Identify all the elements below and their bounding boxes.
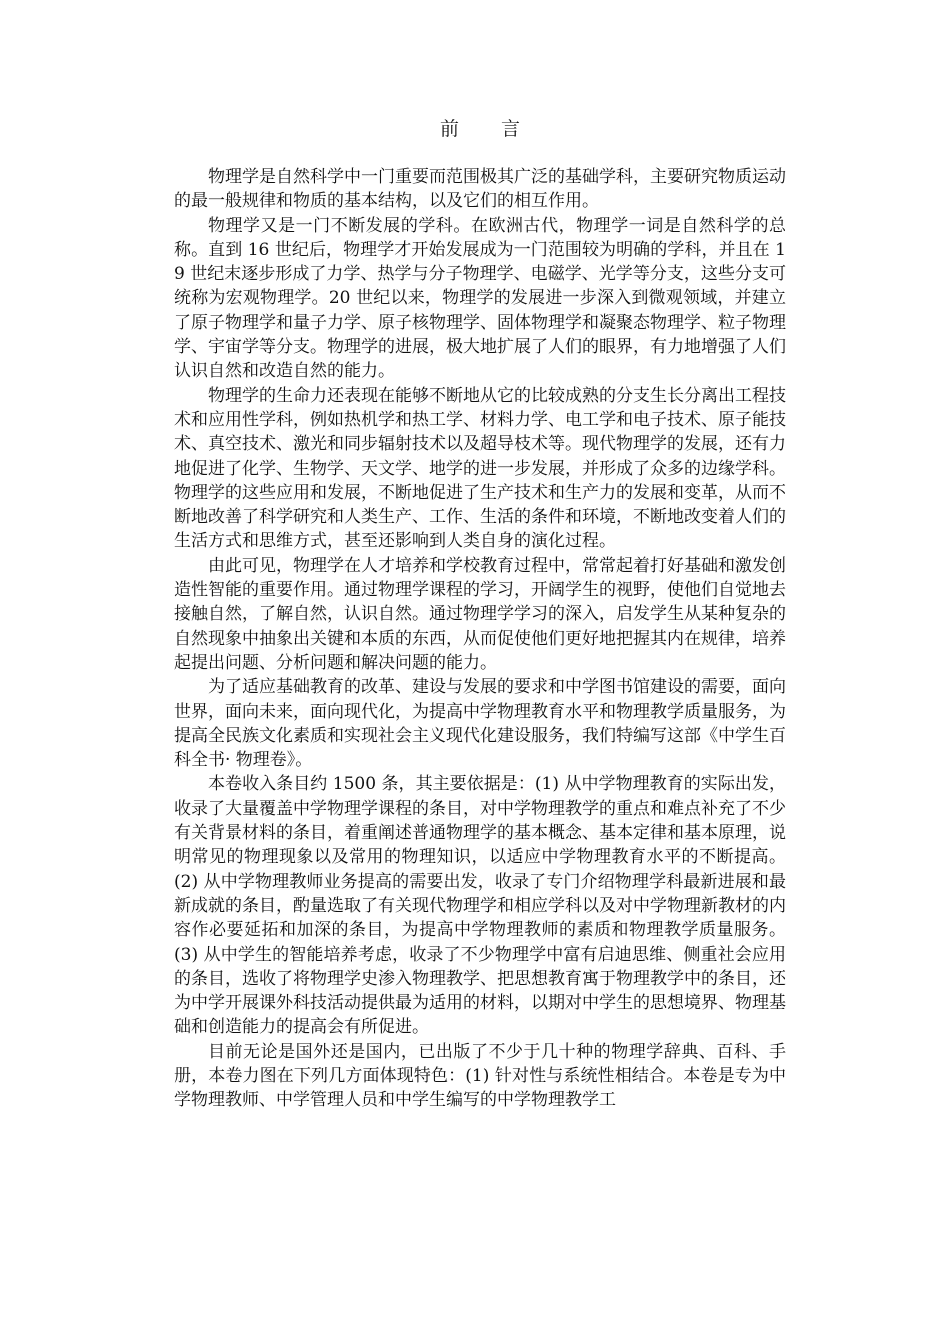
paragraph-6: 本卷收入条目约 1500 条，其主要依据是：(1) 从中学物理教育的实际出发，收录了大量覆盖中学物理学课程的条目，对中学物理教学的重点和难点补充了不少有关背景材料的条目，着重阐述普通物理学的基本概念、基本定律和基本原理，说明常见的物理现象以及常用的物理知识，以适应中学物理教育水平的不断提高。(2) 从中学物理教师业务提高的需要出发，收录了专门介绍物理学科最新进展和最新成就的条目，酌量选取了有关现代物理学和相应学科以及对中学物理新教材的内容作必要延拓和加深的条目，为提高中学物理教师的素质和物理教学质量服务。(3) 从中学生的智能培养考虑，收录了不少物理学中富有启迪思维、侧重社会应用的条目，选收了将物理学史渗入物理教学、把思想教育寓于物理教学中的条目，还为中学开展课外科技活动提供最为适用的材料，以期对中学生的思想境界、物理基础和创造能力的提高会有所促进。 — [174, 774, 786, 1038]
paragraph-2: 物理学又是一门不断发展的学科。在欧洲古代，物理学一词是自然科学的总称。直到 16 世纪后，物理学才开始发展成为一门范围较为明确的学科，并且在 19 世纪末逐步形成了力学、热学与分子物理学、电磁学、光学等分支，这些分支可统称为宏观物理学。20 世纪以来，物理学的发展进一步深入到微观领域，并建立了原子物理学和量子力学、原子核物理学、固体物理学和凝聚态物理学、粒子物理学、宇宙学等分支。物理学的进展，极大地扩展了人们的眼界，有力地增强了人们认识自然和改造自然的能力。 — [174, 215, 786, 382]
page-title: 前 言 — [439, 118, 539, 140]
paragraph-7: 目前无论是国外还是国内，已出版了不少于几十种的物理学辞典、百科、手册，本卷力图在下列几方面体现特色：(1) 针对性与系统性相结合。本卷是专为中学物理教师、中学管理人员和中学生编写的中学物理教学工 — [174, 1041, 786, 1111]
paragraph-4: 由此可见，物理学在人才培养和学校教育过程中，常常起着打好基础和激发创造性智能的重要作用。通过物理学课程的学习，开阔学生的视野，使他们自觉地去接触自然，了解自然，认识自然。通过物理学学习的深入，启发学生从某种复杂的自然现象中抽象出关键和本质的东西，从而促使他们更好地把握其内在规律，培养起提出问题、分析问题和解决问题的能力。 — [174, 555, 786, 673]
paragraph-1: 物理学是自然科学中一门重要而范围极其广泛的基础学科，主要研究物质运动的最一般规律和物质的基本结构，以及它们的相互作用。 — [174, 167, 786, 212]
paragraph-3: 物理学的生命力还表现在能够不断地从它的比较成熟的分支生长分离出工程技术和应用性学科，例如热机学和热工学、材料力学、电工学和电子技术、原子能技术、真空技术、激光和同步辐射技术以及超导枝术等。现代物理学的发展，还有力地促进了化学、生物学、天文学、地学的进一步发展，并形成了众多的边缘学科。物理学的这些应用和发展，不断地促进了生产技术和生产力的发展和变革，从而不断地改善了科学研究和人类生产、工作、生活的条件和环境，不断地改变着人们的生活方式和思维方式，甚至还影响到人类自身的演化过程。 — [174, 385, 786, 552]
paragraph-5: 为了适应基础教育的改革、建设与发展的要求和中学图书馆建设的需要，面向世界，面向未来，面向现代化，为提高中学物理教育水平和物理教学质量服务，为提高全民族文化素质和实现社会主义现代化建设服务，我们特编写这部《中学生百科全书· 物理卷》。 — [174, 677, 786, 771]
document-page — [174, 115, 786, 1113]
